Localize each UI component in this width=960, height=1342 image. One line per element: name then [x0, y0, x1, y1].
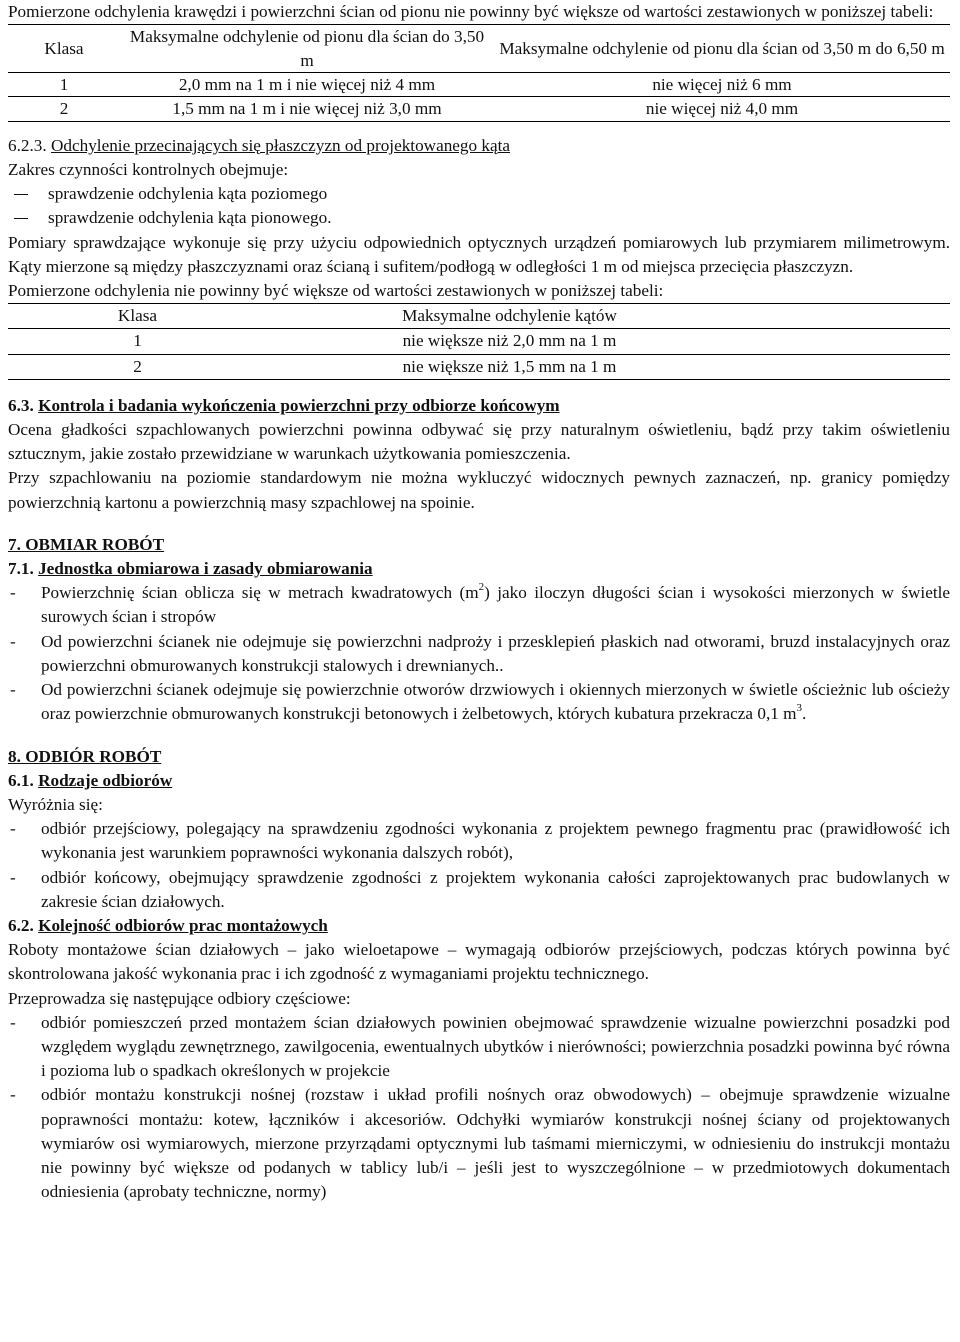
- list-item: [8, 1011, 950, 1084]
- section-title: Rodzaje odbiorów: [38, 770, 173, 790]
- section-title: Odchylenie przecinających się płaszczyzn od projektowanego kąta: [50, 135, 511, 155]
- section-heading-6-2-3: [8, 134, 950, 158]
- list-bullet: -: [10, 819, 16, 839]
- list-text: Powierzchnię ścian oblicza się w metrach kwadratowych (m: [41, 583, 479, 603]
- list-text: odbiór końcowy, obejmujący sprawdzenie zgodności z projektem wykonania całości zaprojektowanych prac budowlanych w zakresie ścian działowych.: [41, 867, 950, 911]
- intro-paragraph: Pomierzone odchylenia krawędzi i powierzchni ścian od pionu nie powinny być większe od wartości zestawionych w poniższej tabeli:: [8, 2, 934, 21]
- section-title: Kontrola i badania wykończenia powierzchni przy odbiorze końcowym: [38, 395, 560, 415]
- table-header-cell: Klasa: [8, 25, 120, 73]
- spacer: [8, 122, 950, 134]
- section-heading-8-2: [8, 914, 950, 938]
- list-item: [8, 581, 950, 629]
- table-cell: 1: [8, 329, 267, 354]
- smoothness-paragraph: Ocena gładkości szpachlowanych powierzchni powinna odbywać się przy naturalnym oświetleniu, bądź przy takim oświetleniu sztucznym, jakie zostało przewidziane w warunkach użytkowania pomieszczenia.: [8, 420, 950, 464]
- section-number: 7.1.: [8, 559, 34, 579]
- spacer: [8, 515, 950, 533]
- list-text: odbiór przejściowy, polegający na sprawdzeniu zgodności wykonania z projektem pewnego fragmentu prac (prawidłowość ich wykonania jest warunkiem poprawności wykonania dalszych robót),: [41, 819, 950, 863]
- table-cell: nie więcej niż 6 mm: [494, 73, 950, 97]
- table-cell: nie więcej niż 4,0 mm: [494, 97, 950, 121]
- table-cell: 1,5 mm na 1 m i nie więcej niż 3,0 mm: [120, 97, 494, 121]
- table-row: [8, 97, 950, 121]
- table-cell: nie większe niż 2,0 mm na 1 m: [267, 329, 950, 354]
- acceptance-types-list: [8, 817, 950, 914]
- vertical-deviation-table: [8, 24, 950, 122]
- section-number: 6.1.: [8, 770, 34, 790]
- section-heading-7-1: [8, 557, 950, 581]
- table-row: [8, 73, 950, 97]
- table-header-row: [8, 304, 950, 329]
- section-number: 6.2.: [8, 915, 34, 935]
- measurement-paragraph: Pomiary sprawdzające wykonuje się przy użyciu odpowiednich optycznych urządzeń pomiarowych lub przymiarem milimetrowym. Kąty mierzone są między płaszczyznami oraz ścianą i sufitem/podłogą w odległości 1 m od miejsca przecięcia płaszczyzn.: [8, 232, 950, 276]
- filling-paragraph: Przy szpachlowaniu na poziomie standardowym nie można wykluczyć widocznych pewnych zaznaczeń, np. granicy pomiędzy powierzchnią kartonu a powierzchnią masy szpachlowej na spoinie.: [8, 468, 950, 512]
- list-item: sprawdzenie odchylenia kąta poziomego: [8, 182, 950, 206]
- table-header-row: [8, 25, 950, 73]
- superscript: 2: [478, 580, 485, 593]
- list-item: [8, 630, 950, 678]
- section-title: Jednostka obmiarowa i zasady obmiarowania: [38, 559, 373, 579]
- list-text: odbiór pomieszczeń przed montażem ścian działowych powinien obejmować sprawdzenie wizualne powierzchni posadzki pod względem wyglądu zewnętrznego, zawilgocenia, ewentualnych ubytków i nierówności; powierzchnia posadzki powinna być równa i pozioma lub o spadkach określonych w projekcie: [41, 1012, 950, 1081]
- section-heading-7: 7. OBMIAR ROBÓT: [8, 534, 165, 554]
- list-bullet: -: [10, 1012, 16, 1032]
- table-row: [8, 329, 950, 354]
- list-item: [8, 1083, 950, 1204]
- section-number: 6.3.: [8, 395, 34, 415]
- list-item: [8, 817, 950, 865]
- list-item: sprawdzenie odchylenia kąta pionowego.: [8, 206, 950, 230]
- section-heading-6-3: [8, 394, 950, 418]
- list-text: Od powierzchni ścianek nie odejmuje się powierzchni nadproży i przesklepień płaskich nad otworami, bruzd instalacyjnych oraz powierzchni obmurowanych konstrukcji stalowych i drewnianych..: [41, 631, 950, 675]
- list-text: Od powierzchni ścianek odejmuje się powierzchnie otworów drzwiowych i okiennych mierzonych w świetle ościeżnic lub ościeży oraz powierzchnie obmurowanych konstrukcji betonowych i żelbetowych, których kubatura przekracza 0,1 m: [41, 680, 950, 724]
- spacer: [8, 380, 950, 394]
- table-cell: 2,0 mm na 1 m i nie więcej niż 4 mm: [120, 73, 494, 97]
- check-list: [8, 182, 950, 230]
- table-header-cell: Maksymalne odchylenie od pionu dla ścian od 3,50 m do 6,50 m: [494, 25, 950, 73]
- superscript: 3: [796, 701, 802, 714]
- spacer: [8, 727, 950, 745]
- table-header-cell: Klasa: [8, 304, 267, 329]
- list-bullet: -: [10, 583, 16, 603]
- table-header-cell: Maksymalne odchylenie od pionu dla ścian do 3,50 m: [120, 25, 494, 73]
- list-text: odbiór montażu konstrukcji nośnej (rozstaw i układ profili nośnych oraz obwodowych) – obejmuje sprawdzenie wizualne poprawności montażu: kotew, łączników i akcesoriów. Odchyłki wymiarów konstrukcji nośnej ściany od projektowanych wymiarów osi wymiarowych, mierzone przyrządami optycznymi lub taśmami mierniczymi, w odniesieniu do instrukcji montażu nie powinny być większe od podanych w tablicy lub/i – jeśli jest to wyszczególnione – w przedmiotowych dokumentach odniesienia (aprobaty techniczne, normy): [41, 1085, 950, 1202]
- table-cell: 2: [8, 97, 120, 121]
- table-cell: nie większe niż 1,5 mm na 1 m: [267, 354, 950, 379]
- table-header-cell: Maksymalne odchylenie kątów: [267, 304, 950, 329]
- list-bullet: -: [10, 867, 16, 887]
- distinguish-line: Wyróżnia się:: [8, 794, 103, 814]
- table-cell: 1: [8, 73, 120, 97]
- angle-deviation-table: [8, 303, 950, 380]
- section-heading-8-1: [8, 769, 950, 793]
- table-intro-paragraph: Pomierzone odchylenia nie powinny być większe od wartości zestawionych w poniższej tabeli:: [8, 281, 664, 301]
- list-text: .: [802, 704, 807, 724]
- partial-acceptance-list: [8, 1011, 950, 1205]
- list-item: [8, 866, 950, 914]
- measurement-rules-list: [8, 581, 950, 726]
- section-heading-8: 8. ODBIÓR ROBÓT: [8, 746, 162, 766]
- scope-line: Zakres czynności kontrolnych obejmuje:: [8, 160, 289, 180]
- table-cell: 2: [8, 354, 267, 379]
- list-text: ) jako iloczyn długości ścian i wysokości mierzonych w świetle surowych ścian i stropów: [41, 583, 950, 627]
- section-title: Kolejność odbiorów prac montażowych: [38, 915, 328, 935]
- section-number: 6.2.3.: [8, 135, 47, 155]
- list-bullet: -: [10, 1085, 16, 1105]
- list-bullet: -: [10, 680, 16, 700]
- list-item: [8, 678, 950, 726]
- list-bullet: -: [10, 631, 16, 651]
- assembly-paragraph: Roboty montażowe ścian działowych – jako wieloetapowe – wymagają odbiorów przejściowych, podczas których powinna być skontrolowana jakość wykonania prac i ich zgodność z wymaganiami projektu technicznego.: [8, 940, 950, 984]
- partial-acceptance-line: Przeprowadza się następujące odbiory częściowe:: [8, 988, 351, 1008]
- table-row: [8, 354, 950, 379]
